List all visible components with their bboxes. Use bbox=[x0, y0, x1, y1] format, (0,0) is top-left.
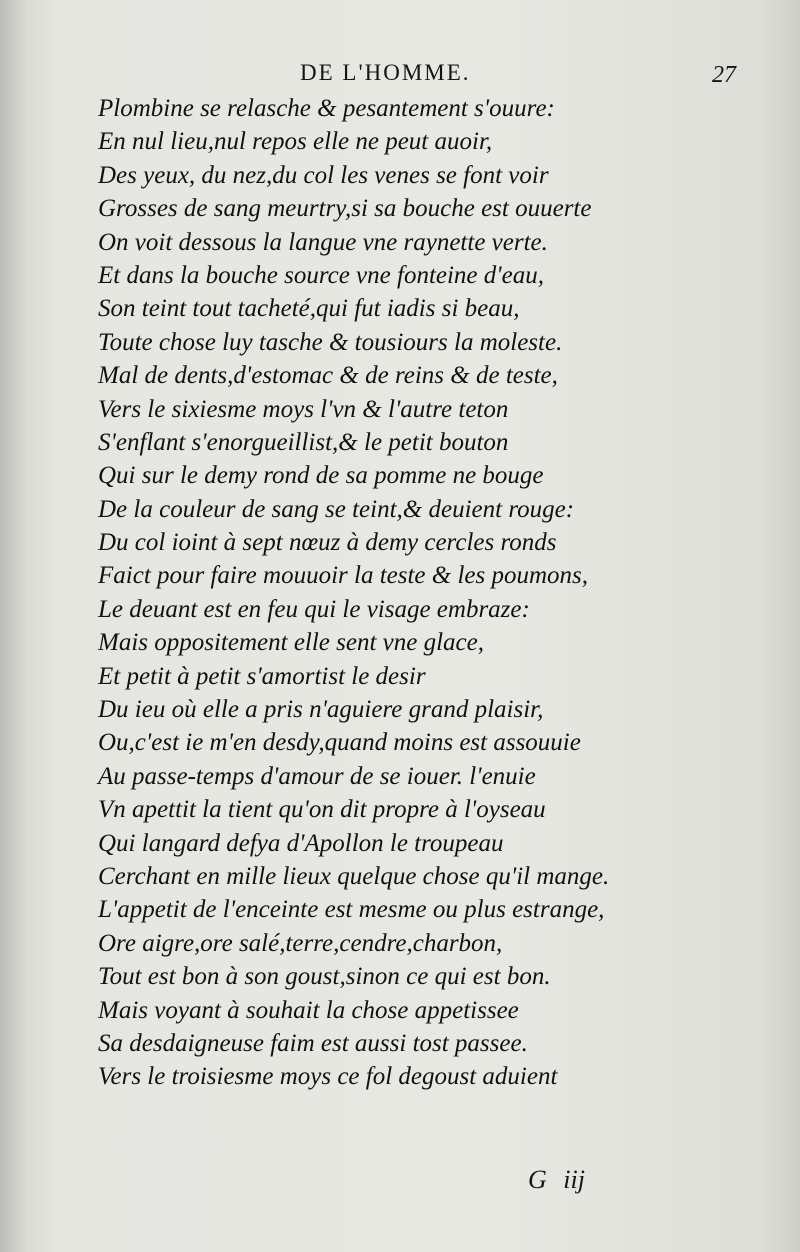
verse-line: Ou,c'est ie m'en desdy,quand moins est assouuie bbox=[98, 729, 581, 757]
verse-line: Des yeux, du nez,du col les venes se font voir bbox=[98, 161, 549, 189]
verse-line: Et dans la bouche source vne fonteine d'eau, bbox=[98, 261, 544, 289]
page-footer bbox=[0, 1165, 800, 1205]
verse-line: Et petit à petit s'amortist le desir bbox=[98, 662, 426, 690]
running-head: DE L'HOMME. bbox=[300, 60, 471, 85]
verse-line: Mais voyant à souhait la chose appetissee bbox=[98, 996, 519, 1024]
verse-line: On voit dessous la langue vne raynette verte. bbox=[98, 228, 548, 256]
verse-line: Cerchant en mille lieux quelque chose qu'il mange. bbox=[98, 862, 610, 890]
verse-line: Sa desdaigneuse faim est aussi tost passee. bbox=[98, 1029, 528, 1057]
verse-line: Au passe-temps d'amour de se iouer. l'enuie bbox=[98, 762, 536, 790]
verse-line: Ore aigre,ore salé,terre,cendre,charbon, bbox=[98, 929, 503, 957]
verse-line: Vers le sixiesme moys l'vn & l'autre teton bbox=[98, 395, 509, 423]
page-number: 27 bbox=[712, 62, 736, 88]
signature-mark: G iij bbox=[528, 1165, 585, 1194]
page-header bbox=[0, 58, 800, 92]
verse-line: Tout est bon à son goust,sinon ce qui est bon. bbox=[98, 963, 551, 991]
verse-line: L'appetit de l'enceinte est mesme ou plus estrange, bbox=[98, 896, 605, 924]
poem-text bbox=[98, 92, 788, 1094]
verse-line: Qui langard defya d'Apollon le troupeau bbox=[98, 829, 504, 857]
verse-line: Faict pour faire mouuoir la teste & les poumons, bbox=[98, 562, 589, 590]
verse-line: Du col ioint à sept nœuz à demy cercles ronds bbox=[98, 529, 557, 557]
verse-line: S'enflant s'enorgueillist,& le petit bouton bbox=[98, 428, 509, 456]
verse-line: Qui sur le demy rond de sa pomme ne bouge bbox=[98, 462, 544, 490]
verse-line: Son teint tout tacheté,qui fut iadis si beau, bbox=[98, 295, 520, 323]
verse-line: En nul lieu,nul repos elle ne peut auoir, bbox=[98, 128, 493, 156]
verse-line: Mal de dents,d'estomac & de reins & de teste, bbox=[98, 362, 558, 390]
verse-line: Vn apettit la tient qu'on dit propre à l'oyseau bbox=[98, 796, 546, 824]
verse-line: Vers le troisiesme moys ce fol degoust aduient bbox=[98, 1063, 558, 1091]
verse-line: Du ieu où elle a pris n'aguiere grand plaisir, bbox=[98, 696, 544, 724]
verse-line: Toute chose luy tasche & tousiours la moleste. bbox=[98, 328, 563, 356]
verse-line: De la couleur de sang se teint,& deuient rouge: bbox=[98, 495, 575, 523]
verse-line: Mais oppositement elle sent vne glace, bbox=[98, 629, 484, 657]
verse-line: Plombine se relasche & pesantement s'ouure: bbox=[98, 95, 555, 122]
verse-line: Grosses de sang meurtry,si sa bouche est ouuerte bbox=[98, 195, 592, 223]
verse-line: Le deuant est en feu qui le visage embraze: bbox=[98, 595, 530, 623]
